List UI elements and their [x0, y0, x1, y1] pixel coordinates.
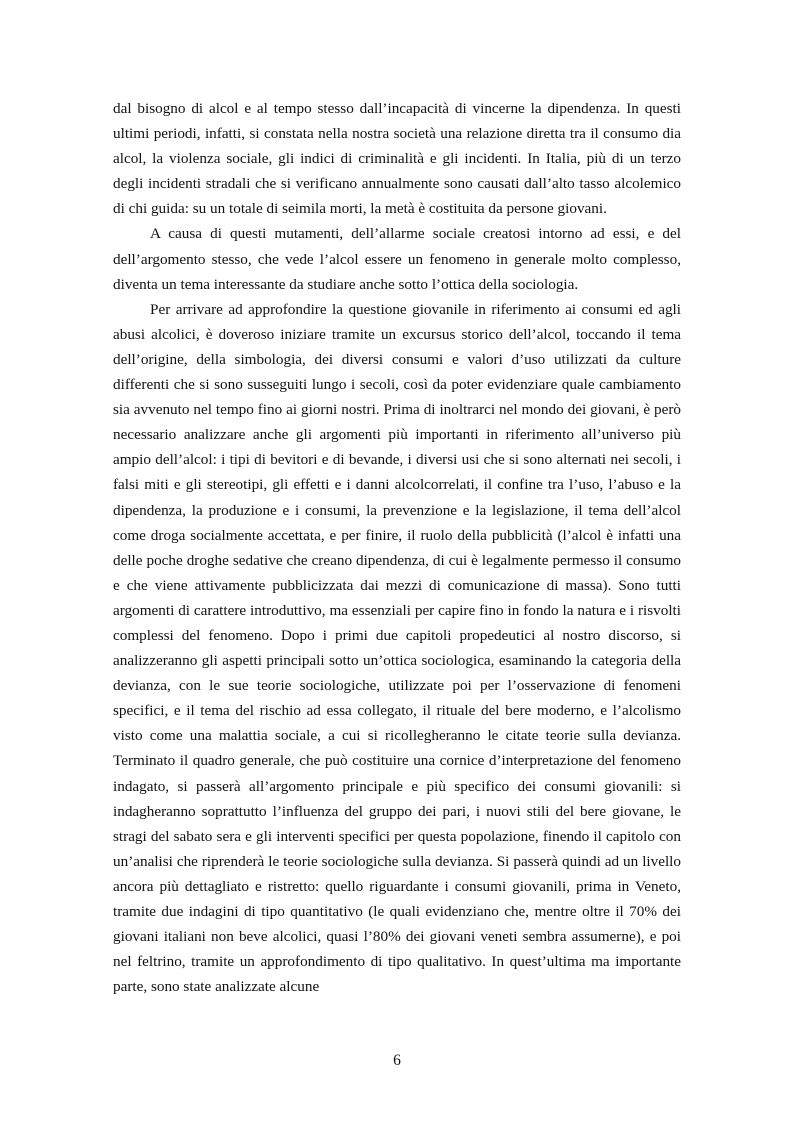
- paragraph: A causa di questi mutamenti, dell’allarme sociale creatosi intorno ad essi, e del dell’argomento stesso, che vede l’alcol essere un fenomeno in generale molto complesso, diventa un tema interessante da studiare anche sotto l’ottica della sociologia.: [113, 225, 681, 293]
- body-text: [113, 96, 681, 999]
- page-number: 6: [393, 1052, 401, 1069]
- paragraph-continuation: dal bisogno di alcol e al tempo stesso dall’incapacità di vincerne la dipendenza. In questi ultimi periodi, infatti, si constata nella nostra società una relazione diretta tra il consumo dia alcol, la violenza sociale, gli indici di criminalità e gli incidenti. In Italia, più di un terzo degli incidenti stradali che si verificano annualmente sono causati dall’alto tasso alcolemico di chi guida: su un totale di seimila morti, la metà è costituita da persone giovani.: [113, 100, 681, 218]
- paragraph: Per arrivare ad approfondire la questione giovanile in riferimento ai consumi ed agli abusi alcolici, è doveroso iniziare tramite un excursus storico dell’alcol, toccando il tema dell’origine, della simbologia, dei diversi consumi e valori d’uso utilizzati da culture differenti che si sono susseguiti lungo i secoli, così da poter evidenziare quale cambiamento sia avvenuto nel tempo fino ai giorni nostri. Prima di inoltrarci nel mondo dei giovani, è però necessario analizzare anche gli argomenti più importanti in riferimento all’universo più ampio dell’alcol: i tipi di bevitori e di bevande, i diversi usi che si sono alternati nei secoli, i falsi miti e gli stereotipi, gli effetti e i danni alcolcorrelati, il confine tra l’uso, l’abuso e la dipendenza, la produzione e i consumi, la prevenzione e la legislazione, il tema dell’alcol come droga socialmente accettata, e per finire, il ruolo della pubblicità (l’alcol è infatti una delle poche droghe sedative che creano dipendenza, di cui è legalmente permesso il consumo e che viene attivamente pubblicizzata dai mezzi di comunicazione di massa). Sono tutti argomenti di carattere introduttivo, ma essenziali per capire fino in fondo la natura e i risvolti complessi del fenomeno. Dopo i primi due capitoli propedeutici al nostro discorso, si analizzeranno gli aspetti principali sotto un’ottica sociologica, esaminando la categoria della devianza, con le sue teorie sociologiche, utilizzate poi per l’osservazione di fenomeni specifici, e il tema del rischio ad essa collegato, il rituale del bere moderno, e l’alcolismo visto come una malattia sociale, a cui si ricollegheranno le citate teorie sulla devianza. Terminato il quadro generale, che può costituire una cornice d’interpretazione del fenomeno indagato, si passerà all’argomento principale e più specifico dei consumi giovanili: si indagheranno soprattutto l’influenza del gruppo dei pari, i nuovi stili del bere giovane, le stragi del sabato sera e gli interventi specifici per questa popolazione, finendo il capitolo con un’analisi che riprenderà le teorie sociologiche sulla devianza. Si passerà quindi ad un livello ancora più dettagliato e ristretto: quello riguardante i consumi giovanili, prima in Veneto, tramite due indagini di tipo quantitativo (le quali evidenziano che, mentre oltre il 70% dei giovani italiani non beve alcolici, quasi l’80% dei giovani veneti sembra assumerne), e poi nel feltrino, tramite un approfondimento di tipo qualitativo. In quest’ultima ma importante parte, sono state analizzate alcune: [113, 300, 681, 996]
